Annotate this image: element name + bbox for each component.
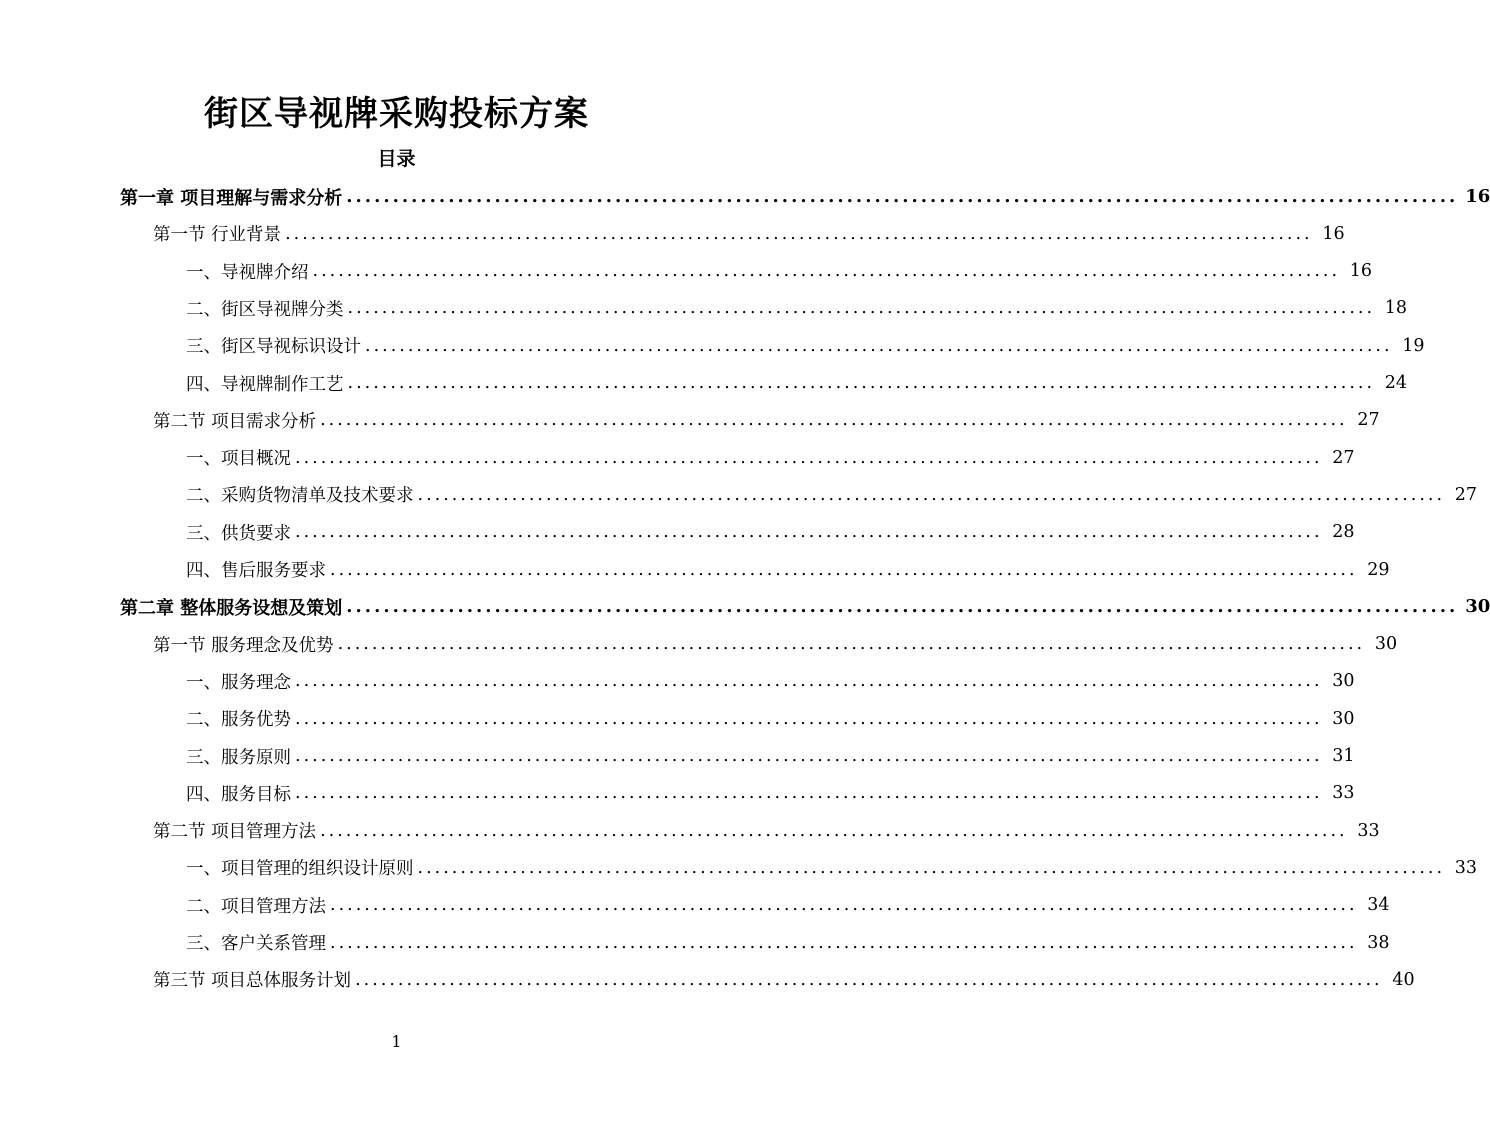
toc-entry[interactable]	[153, 626, 1398, 663]
toc-dot-leader: ........................................................................................................................	[320, 820, 1348, 841]
toc-dot-leader: ........................................................................................................................	[330, 895, 1358, 916]
toc-entry-page: 19	[1402, 335, 1425, 356]
toc-entry[interactable]	[153, 215, 1345, 252]
toc-entry-page: 28	[1332, 522, 1355, 543]
toc-entry-label: 四、导视牌制作工艺	[186, 374, 344, 395]
toc-entry[interactable]	[186, 514, 1355, 551]
toc-dot-leader: ........................................................................................................................	[347, 373, 1376, 393]
page-number: 1	[391, 1032, 402, 1051]
toc-entry[interactable]	[186, 924, 1390, 961]
toc-entry[interactable]	[186, 327, 1425, 364]
toc-dot-leader: ........................................................................................................................	[285, 223, 1313, 244]
toc-entry-page: 38	[1367, 932, 1390, 953]
toc-entry-page: 30	[1465, 596, 1490, 618]
toc-entry[interactable]	[186, 775, 1355, 812]
toc-entry-page: 18	[1384, 298, 1408, 319]
toc-entry[interactable]	[153, 812, 1380, 849]
toc-entry-label: 四、售后服务要求	[186, 561, 326, 581]
toc-entry-page: 30	[1332, 671, 1355, 692]
toc-entry-page: 16	[1349, 261, 1373, 282]
toc-entry-label: 第一节 行业背景	[153, 225, 282, 246]
toc-entry-label: 一、项目管理的组织设计原则	[186, 859, 414, 880]
toc-dot-leader: ........................................................................................................................	[330, 559, 1358, 580]
toc-entry-page: 27	[1357, 410, 1380, 431]
toc-dot-leader: ........................................................................................................................	[312, 261, 1341, 282]
toc-entry-label: 四、服务目标	[186, 784, 291, 805]
toc-entry[interactable]	[186, 700, 1355, 737]
toc-entry-page: 33	[1357, 820, 1380, 841]
toc-entry-page: 30	[1374, 634, 1398, 655]
toc-entry-label: 二、项目管理方法	[186, 896, 326, 917]
toc-dot-leader: ........................................................................................................................	[417, 484, 1446, 505]
toc-entry[interactable]	[186, 476, 1478, 513]
toc-dot-leader: ........................................................................................................................	[330, 932, 1358, 953]
toc-dot-leader: ........................................................................................................................	[337, 634, 1366, 655]
toc-entry-page: 34	[1367, 895, 1390, 916]
toc-dot-leader: ........................................................................................................................	[347, 298, 1376, 319]
toc-entry[interactable]	[120, 178, 1490, 215]
toc-entry[interactable]	[153, 402, 1380, 439]
toc-entry-label: 第一章 项目理解与需求分析	[120, 187, 343, 209]
toc-entry[interactable]	[186, 849, 1478, 886]
toc-entry[interactable]	[186, 887, 1390, 924]
toc-entry-page: 31	[1332, 746, 1355, 766]
toc-entry-label: 第二节 项目需求分析	[153, 411, 317, 432]
toc-entry-label: 三、供货要求	[186, 523, 291, 544]
toc-entry-page: 30	[1332, 708, 1355, 729]
toc-dot-leader: ........................................................................................................................	[295, 671, 1323, 692]
toc-entry-page: 40	[1392, 969, 1415, 990]
toc-dot-leader: ........................................................................................................................	[417, 857, 1446, 878]
toc-dot-leader: ........................................................................................................................	[295, 783, 1323, 804]
toc-entry-page: 33	[1332, 783, 1355, 804]
toc-entry-page: 27	[1332, 447, 1355, 468]
toc-entry[interactable]	[153, 961, 1415, 998]
document-title: 街区导视牌采购投标方案	[204, 94, 589, 134]
toc-dot-leader: ........................................................................................................................	[355, 969, 1383, 990]
toc-heading: 目录	[377, 148, 416, 170]
toc-entry[interactable]	[186, 290, 1408, 327]
toc-entry-label: 第二章 整体服务设想及策划	[120, 597, 343, 619]
toc-dot-leader: ........................................................................................................................	[295, 447, 1323, 468]
toc-entry[interactable]	[186, 663, 1355, 700]
toc-dot-leader: ........................................................................................................................	[295, 708, 1323, 729]
toc-dot-leader: ........................................................................................................................	[346, 186, 1459, 207]
toc-entry-page: 27	[1454, 484, 1478, 505]
toc-entry-page: 16	[1465, 186, 1490, 207]
toc-entry-label: 一、导视牌介绍	[186, 262, 309, 283]
toc-entry-label: 二、服务优势	[186, 710, 291, 731]
toc-entry[interactable]	[120, 588, 1490, 625]
toc-dot-leader: ........................................................................................................................	[320, 410, 1348, 431]
toc-dot-leader: ........................................................................................................................	[295, 746, 1323, 766]
toc-entry-page: 16	[1322, 223, 1345, 244]
toc-dot-leader: ........................................................................................................................	[295, 522, 1323, 543]
toc-entry-label: 二、采购货物清单及技术要求	[186, 486, 414, 507]
toc-entry[interactable]	[186, 551, 1390, 588]
toc-entry-label: 一、服务理念	[186, 672, 291, 693]
toc-dot-leader: ........................................................................................................................	[346, 596, 1459, 618]
toc-entry-page: 33	[1454, 857, 1478, 878]
toc-entry-label: 第一节 服务理念及优势	[153, 635, 334, 656]
toc-entry-label: 三、服务原则	[186, 747, 291, 768]
toc-entry-page: 29	[1367, 559, 1390, 580]
toc-entry-label: 三、街区导视标识设计	[186, 337, 361, 358]
toc-entry[interactable]	[186, 439, 1355, 476]
toc-entry-label: 一、项目概况	[186, 449, 291, 470]
toc-entry-label: 二、街区导视牌分类	[186, 299, 344, 320]
toc-entry-page: 24	[1384, 373, 1408, 393]
toc-entry[interactable]	[186, 738, 1355, 775]
toc-entry[interactable]	[186, 253, 1373, 290]
toc-entry-label: 三、客户关系管理	[186, 934, 326, 954]
toc-entry-label: 第二节 项目管理方法	[153, 822, 317, 843]
toc-dot-leader: ........................................................................................................................	[365, 335, 1393, 356]
toc-entry[interactable]	[186, 365, 1408, 402]
toc-entry-label: 第三节 项目总体服务计划	[153, 971, 352, 992]
